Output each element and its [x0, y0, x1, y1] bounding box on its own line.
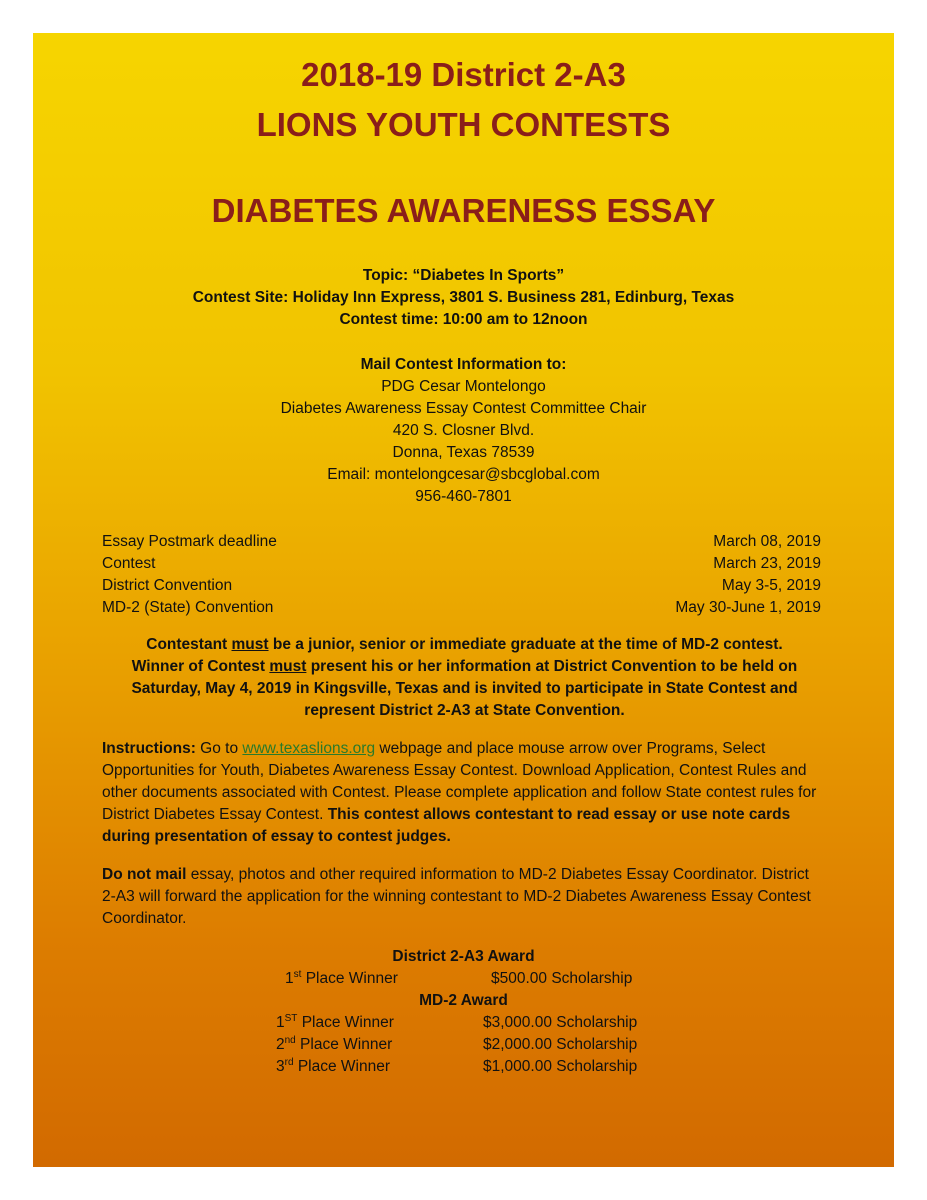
eligibility-text: be a junior, senior or immediate graduate at the time of MD-2 contest. [268, 636, 783, 653]
place-label: Place Winner [297, 1014, 394, 1031]
place-label: Place Winner [301, 970, 398, 987]
contest-time: Contest time: 10:00 am to 12noon [339, 311, 588, 328]
site-value: : Holiday Inn Express, 3801 S. Business 281, Edinburg, Texas [283, 289, 735, 306]
date-label: District Convention [102, 577, 233, 594]
date-value: May 30-June 1, 2019 [675, 599, 821, 616]
instructions-text: webpage and place mouse arrow over Programs, Select Opportunities for Youth, Diabetes Awareness Essay Contest. Download Application, Contest Rules and other documents associated with Contest. Please complete application and follow State contest rules for District Diabetes Essay Contest. [102, 740, 817, 823]
date-label: Essay Postmark deadline [102, 533, 277, 550]
must-emphasis: must [269, 658, 307, 675]
eligibility-paragraph [102, 634, 827, 722]
mail-note-paragraph [102, 864, 827, 930]
place-number: 3 [276, 1058, 285, 1075]
must-emphasis: must [231, 636, 269, 653]
date-label: Contest [102, 555, 156, 572]
district-award-heading: District 2-A3 Award [392, 948, 535, 965]
eligibility-text: Contestant [146, 636, 232, 653]
award-amount: $500.00 Scholarship [491, 970, 633, 987]
texaslions-link[interactable]: www.texaslions.org [242, 740, 376, 757]
place-suffix: st [293, 968, 302, 980]
date-row [102, 531, 821, 553]
mail-role: Diabetes Awareness Essay Contest Committee Chair [280, 400, 647, 417]
site-label: Contest Site [192, 289, 284, 306]
title-line-1: 2018-19 District 2-A3 [301, 56, 626, 93]
date-value: May 3-5, 2019 [721, 577, 821, 594]
place-label: Place Winner [295, 1036, 393, 1053]
topic: Topic: “Diabetes In Sports” [362, 267, 565, 284]
mail-email: Email: montelongcesar@sbcglobal.com [327, 466, 600, 483]
winner-text: present his or her information at District Convention to be held on Saturday, May 4, 2019 in Kingsville, Texas and is invited to participate in State Contest and represent District 2-A3 at State Convention. [131, 658, 798, 719]
award-place [285, 968, 398, 990]
place-suffix: rd [284, 1056, 294, 1068]
place-suffix: nd [284, 1034, 296, 1046]
date-row [102, 575, 821, 597]
date-row [102, 597, 821, 619]
instructions-bold-note: This contest allows contestant to read essay or use note cards during presentation of essay to contest judges. [102, 806, 791, 845]
award-amount: $3,000.00 Scholarship [483, 1014, 638, 1031]
flyer [33, 33, 894, 1167]
award-place [276, 1056, 390, 1078]
essay-title: DIABETES AWARENESS ESSAY [211, 192, 716, 229]
mail-street: 420 S. Closner Blvd. [392, 422, 535, 439]
instructions-label: Instructions: [102, 740, 196, 757]
date-value: March 23, 2019 [713, 555, 821, 572]
title-line-2: LIONS YOUTH CONTESTS [256, 106, 671, 143]
date-row [102, 553, 821, 575]
mail-note-text: essay, photos and other required information to MD-2 Diabetes Essay Coordinator. District 2-A3 will forward the application for the winning contestant to MD-2 Diabetes Awareness Essay Contest Coordinator. [102, 866, 811, 927]
winner-text: Winner of Contest [131, 658, 270, 675]
contest-site [33, 287, 894, 309]
md2-award-heading: MD-2 Award [419, 992, 508, 1009]
do-not-mail: Do not mail [102, 866, 187, 883]
award-amount: $2,000.00 Scholarship [483, 1036, 638, 1053]
mail-phone: 956-460-7801 [415, 488, 512, 505]
award-amount: $1,000.00 Scholarship [483, 1058, 638, 1075]
place-suffix: ST [284, 1012, 298, 1024]
place-label: Place Winner [293, 1058, 391, 1075]
date-value: March 08, 2019 [713, 533, 821, 550]
instructions-paragraph [102, 738, 827, 848]
mail-city: Donna, Texas 78539 [392, 444, 535, 461]
instructions-text: Go to [195, 740, 243, 757]
place-number: 1 [285, 970, 294, 987]
place-number: 2 [276, 1036, 285, 1053]
mail-name: PDG Cesar Montelongo [381, 378, 546, 395]
award-place [276, 1012, 394, 1034]
mail-heading: Mail Contest Information to: [360, 356, 567, 373]
award-place [276, 1034, 392, 1056]
date-label: MD-2 (State) Convention [102, 599, 274, 616]
place-number: 1 [276, 1014, 285, 1031]
